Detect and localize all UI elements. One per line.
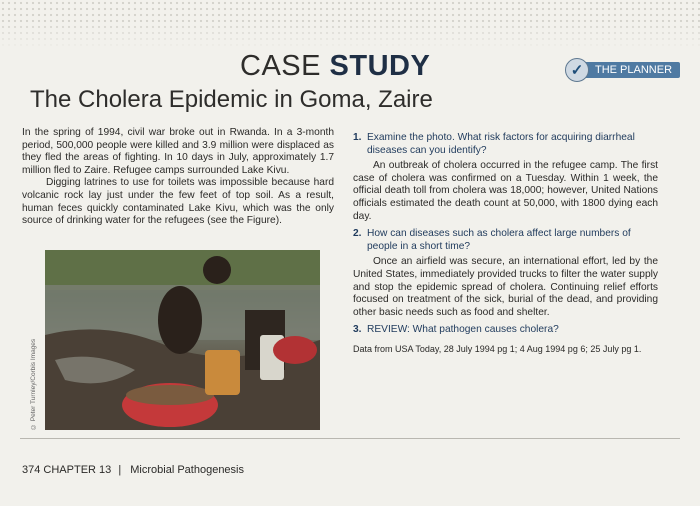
case-narrative <box>22 127 334 228</box>
checkmark-icon: ✓ <box>565 58 589 82</box>
question-2 <box>353 228 658 253</box>
footer-separator: | <box>118 464 122 476</box>
chapter-label: CHAPTER 13 <box>43 464 112 476</box>
question-1 <box>353 132 658 157</box>
case-word: CASE <box>240 50 321 82</box>
answer-1: An outbreak of cholera occurred in the refugee camp. The first case of cholera was confirmed on a Tuesday. Within 1 week, the official death toll from cholera was 18,000; however, United Nations officials estimated the death count at 50,000, with 1800 dying each day. <box>353 160 658 222</box>
photo-red-bucket <box>273 336 317 364</box>
page-footer <box>22 464 244 476</box>
planner-label: THE PLANNER <box>583 62 680 78</box>
photo-credit: © Peter Turnley/Corbis Images <box>30 338 37 430</box>
question-text: Examine the photo. What risk factors for acquiring diarrheal diseases can you identify? <box>367 132 635 156</box>
questions-column <box>353 132 658 356</box>
answer-2: Once an airfield was secure, an international effort, led by the United States, immediately provided trucks to filter the water supply and stop the epidemic spread of cholera. Continuing relief efforts focused on treatment of the sick, burial of the dead, and providing other basic needs such as food and shelter. <box>353 256 658 318</box>
photo-yellow-jerrycan <box>205 350 240 395</box>
photo-illustration <box>45 250 320 430</box>
question-number: 1. <box>353 132 362 143</box>
chapter-title: Microbial Pathogenesis <box>130 464 244 476</box>
photo-vegetation <box>45 250 320 290</box>
planner-badge <box>565 58 680 82</box>
narrative-paragraph-2: Digging latrines to use for toilets was impossible because hard volcanic rock lay just under the few feet of top soil. As a result, human feces quickly contaminated Lake Kivu, which was the only source of drinking water for the refugees (see the Figure). <box>22 177 334 227</box>
question-number: 3. <box>353 324 362 336</box>
page-number: 374 <box>22 464 41 476</box>
question-text: How can diseases such as cholera affect large numbers of people in a short time? <box>367 228 631 252</box>
question-text: REVIEW: What pathogen causes cholera? <box>367 324 559 336</box>
photo-person-head <box>203 256 231 284</box>
question-3 <box>353 324 658 337</box>
narrative-paragraph-1: In the spring of 1994, civil war broke out in Rwanda. In a 3-month period, 500,000 people were killed and 3.9 million were displaced as they fled the areas of fighting. In 10 days in July, approximately 1.7 million fled to Zaire. Refugee camps surrounded Lake Kivu. <box>22 127 334 176</box>
page-title: The Cholera Epidemic in Goma, Zaire <box>30 86 433 113</box>
photo-basin-water <box>126 385 214 405</box>
header-fade <box>0 20 700 50</box>
refugee-photo <box>45 250 320 430</box>
question-number: 2. <box>353 228 362 240</box>
photo-person-body <box>158 286 202 354</box>
study-word: STUDY <box>329 50 431 82</box>
data-source: Data from USA Today, 28 July 1994 pg 1; 4 Aug 1994 pg 6; 25 July pg 1. <box>353 343 642 354</box>
footer-divider <box>20 438 680 439</box>
case-study-heading <box>240 50 430 83</box>
